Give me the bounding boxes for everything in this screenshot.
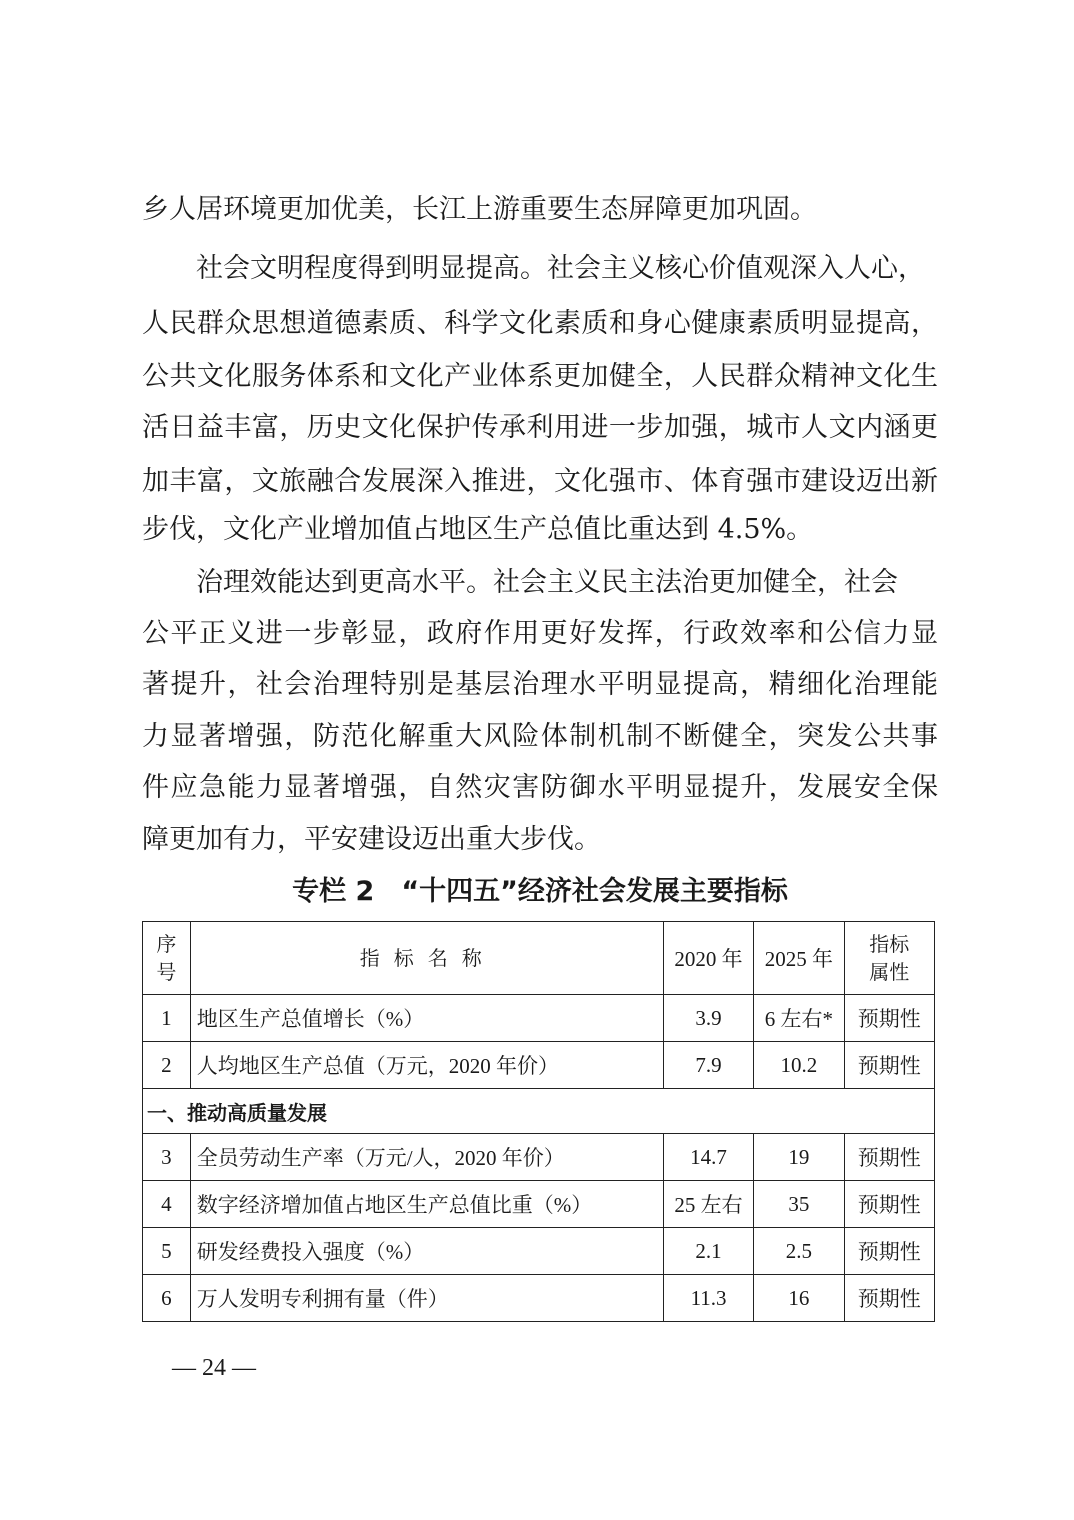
cell-attribute: 预期性 xyxy=(844,1181,934,1228)
paragraph-line: 治理效能达到更高水平。社会主义民主法治更加健全，社会 xyxy=(196,567,898,598)
cell-2025: 2.5 xyxy=(754,1228,844,1275)
header-2020: 2020 年 xyxy=(663,922,753,995)
cell-2020: 3.9 xyxy=(663,995,753,1042)
page-number: — 24 — xyxy=(172,1355,256,1381)
header-attr-line1: 指标 xyxy=(869,932,910,956)
cell-index: 6 xyxy=(143,1275,191,1322)
cell-attribute: 预期性 xyxy=(844,1275,934,1322)
cell-2025: 35 xyxy=(754,1181,844,1228)
header-index xyxy=(143,922,191,995)
table-row xyxy=(143,1275,935,1322)
paragraph-line: 件应急能力显著增强，自然灾害防御水平明显提升，发展安全保 xyxy=(142,772,938,803)
header-2025: 2025 年 xyxy=(754,922,844,995)
paragraph-line: 加丰富，文旅融合发展深入推进，文化强市、体育强市建设迈出新 xyxy=(142,466,938,497)
table-row xyxy=(143,1228,935,1275)
cell-name: 数字经济增加值占地区生产总值比重（%） xyxy=(190,1181,663,1228)
cell-2025: 16 xyxy=(754,1275,844,1322)
table-row xyxy=(143,1181,935,1228)
cell-2020: 2.1 xyxy=(663,1228,753,1275)
header-attribute xyxy=(844,922,934,995)
cell-attribute: 预期性 xyxy=(844,1042,934,1089)
paragraph-line: 活日益丰富，历史文化保护传承利用进一步加强，城市人文内涵更 xyxy=(142,412,938,443)
cell-attribute: 预期性 xyxy=(844,1134,934,1181)
cell-name: 人均地区生产总值（万元，2020 年价） xyxy=(190,1042,663,1089)
cell-index: 3 xyxy=(143,1134,191,1181)
cell-index: 4 xyxy=(143,1181,191,1228)
cell-attribute: 预期性 xyxy=(844,1228,934,1275)
indicators-table xyxy=(142,921,935,1322)
paragraph-line: 乡人居环境更加优美，长江上游重要生态屏障更加巩固。 xyxy=(142,194,817,225)
paragraph-line: 社会文明程度得到明显提高。社会主义核心价值观深入人心， xyxy=(196,253,925,284)
paragraph-line: 公共文化服务体系和文化产业体系更加健全，人民群众精神文化生 xyxy=(142,361,938,392)
cell-2020: 25 左右 xyxy=(663,1181,753,1228)
table-row xyxy=(143,1134,935,1181)
cell-name: 全员劳动生产率（万元/人，2020 年价） xyxy=(190,1134,663,1181)
paragraph-line: 障更加有力，平安建设迈出重大步伐。 xyxy=(142,824,601,855)
table-header-row xyxy=(143,922,935,995)
header-attr-line2: 属性 xyxy=(869,960,910,984)
paragraph-line: 著提升，社会治理特别是基层治理水平明显提高，精细化治理能 xyxy=(142,669,938,700)
paragraph-line: 力显著增强，防范化解重大风险体制机制不断健全，突发公共事 xyxy=(142,721,938,752)
cell-2025: 19 xyxy=(754,1134,844,1181)
cell-attribute: 预期性 xyxy=(844,995,934,1042)
header-index-line2: 号 xyxy=(156,960,177,984)
cell-index: 1 xyxy=(143,995,191,1042)
cell-2020: 7.9 xyxy=(663,1042,753,1089)
cell-2020: 14.7 xyxy=(663,1134,753,1181)
cell-name: 万人发明专利拥有量（件） xyxy=(190,1275,663,1322)
paragraph-line: 步伐，文化产业增加值占地区生产总值比重达到 4.5%。 xyxy=(142,514,814,545)
table-section-row xyxy=(143,1089,935,1134)
table-row xyxy=(143,1042,935,1089)
cell-index: 2 xyxy=(143,1042,191,1089)
cell-2020: 11.3 xyxy=(663,1275,753,1322)
header-name: 指标名称 xyxy=(190,922,663,995)
cell-name: 地区生产总值增长（%） xyxy=(190,995,663,1042)
table-title: 专栏 2 “十四五”经济社会发展主要指标 xyxy=(292,876,788,907)
paragraph-line: 人民群众思想道德素质、科学文化素质和身心健康素质明显提高， xyxy=(142,308,938,339)
header-index-line1: 序 xyxy=(156,932,177,956)
table-row xyxy=(143,995,935,1042)
paragraph-line: 公平正义进一步彰显，政府作用更好发挥，行政效率和公信力显 xyxy=(142,618,938,649)
cell-2025: 6 左右* xyxy=(754,995,844,1042)
cell-index: 5 xyxy=(143,1228,191,1275)
cell-name: 研发经费投入强度（%） xyxy=(190,1228,663,1275)
section-heading: 一、推动高质量发展 xyxy=(143,1089,935,1134)
cell-2025: 10.2 xyxy=(754,1042,844,1089)
